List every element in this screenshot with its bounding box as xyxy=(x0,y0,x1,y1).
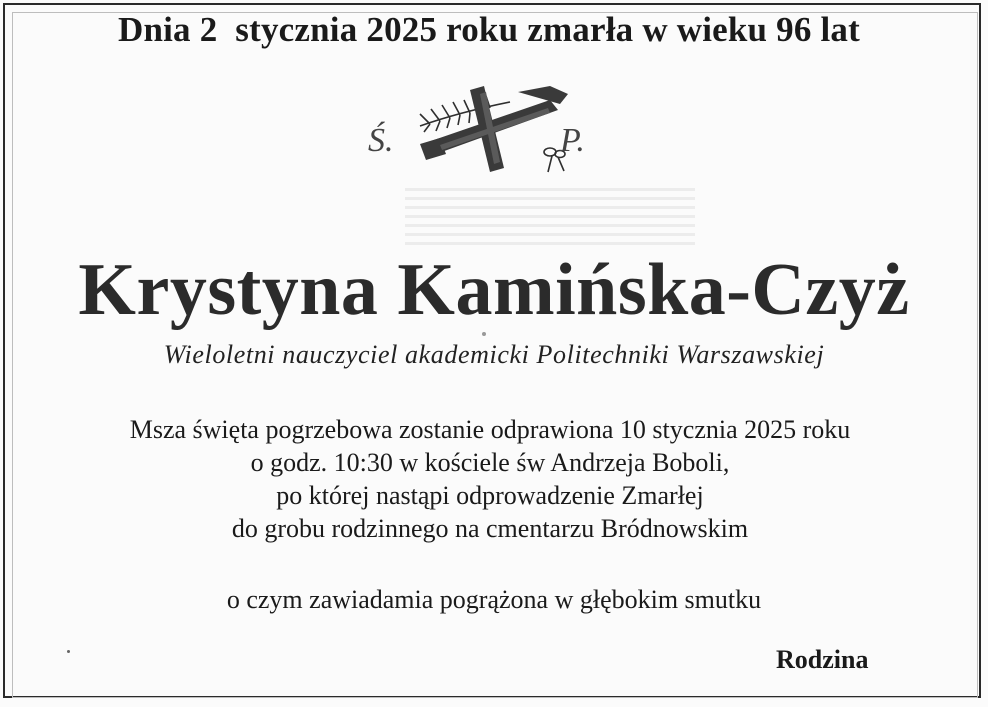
signature: Rodzina xyxy=(776,645,869,674)
cross-with-palm-branch-icon xyxy=(400,82,570,178)
funeral-details-line: do grobu rodzinnego na cmentarzu Bródnowskim xyxy=(231,514,749,543)
funeral-details-line: o godz. 10:30 w kościele św Andrzeja Boboli, xyxy=(250,448,730,477)
scan-artifact xyxy=(405,188,695,250)
sp-emblem-row xyxy=(360,82,620,182)
closing-line: o czym zawiadamia pogrążona w głębokim smutku xyxy=(226,585,762,614)
funeral-details xyxy=(0,413,980,545)
funeral-details-line: Msza święta pogrzebowa zostanie odprawiona 10 stycznia 2025 roku xyxy=(129,415,851,444)
deceased-name: Krystyna Kamińska-Czyż xyxy=(78,249,910,331)
deceased-description: Wieloletni nauczyciel akademicki Politechniki Warszawskiej xyxy=(163,340,825,369)
abbrev-left: Ś. xyxy=(368,122,394,159)
scan-speck xyxy=(67,650,70,653)
scan-speck xyxy=(482,332,486,336)
funeral-details-line: po której nastąpi odprowadzenie Zmarłej xyxy=(276,481,704,510)
death-date-headline: Dnia 2 stycznia 2025 roku zmarła w wieku 96 lat xyxy=(117,10,860,49)
abbrev-right: P. xyxy=(560,122,585,159)
